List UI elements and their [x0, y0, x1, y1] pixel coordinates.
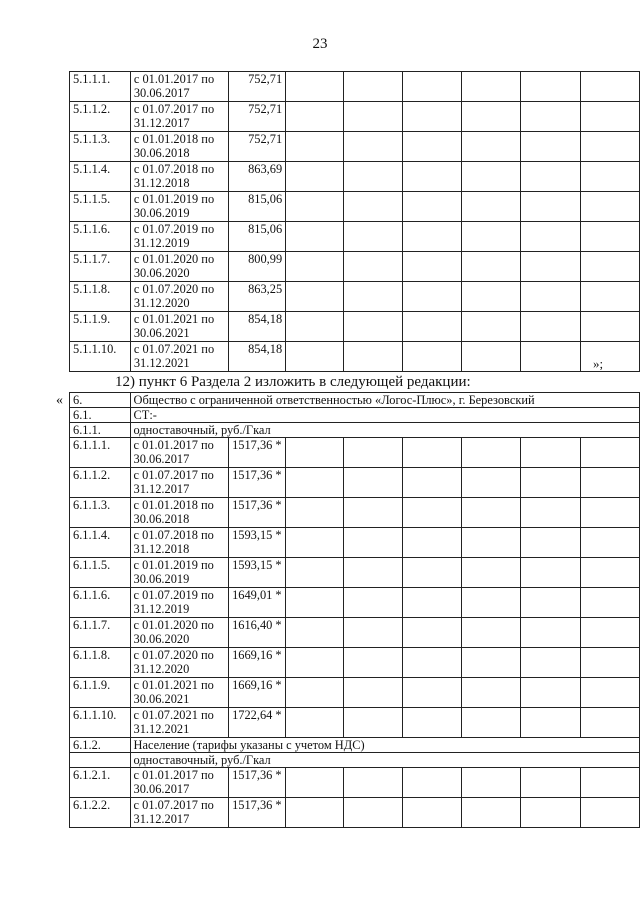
empty-cell [285, 768, 343, 798]
empty-cell [286, 162, 344, 192]
table-row [70, 588, 640, 618]
empty-cell [402, 498, 461, 528]
table-row [70, 192, 640, 222]
amendment-item-12: 12) пункт 6 Раздела 2 изложить в следующей редакции: [115, 374, 471, 390]
tariff-value: 1593,15 * [229, 528, 286, 558]
tariff-value: 1517,36 * [229, 768, 286, 798]
empty-cell [461, 558, 520, 588]
empty-cell [344, 252, 402, 282]
tariff-value: 1616,40 * [229, 618, 286, 648]
empty-cell [402, 528, 461, 558]
table-row [70, 222, 640, 252]
row-number: 6.1.1.2. [70, 468, 131, 498]
period-line: с 01.07.2020 по [133, 648, 214, 662]
empty-cell [402, 588, 461, 618]
period-cell [130, 192, 229, 222]
empty-cell [462, 192, 521, 222]
table-row [70, 312, 640, 342]
period-line: 31.12.2018 [133, 176, 190, 190]
row-number: 5.1.1.4. [70, 162, 131, 192]
empty-cell [285, 438, 343, 468]
tariff-value: 1669,16 * [229, 678, 286, 708]
empty-cell [402, 162, 461, 192]
empty-cell [344, 768, 402, 798]
period-line: 30.06.2017 [133, 782, 190, 796]
period-cell [130, 588, 229, 618]
empty-cell [521, 162, 580, 192]
empty-cell [521, 708, 580, 738]
empty-cell [344, 162, 402, 192]
row-number: 6.1.1.7. [70, 618, 131, 648]
empty-cell [521, 618, 580, 648]
empty-cell [344, 468, 402, 498]
period-line: 31.12.2019 [133, 602, 190, 616]
empty-cell [402, 468, 461, 498]
period-line: с 01.07.2019 по [133, 588, 214, 602]
table-row [70, 738, 640, 753]
row-number: 6.1.1.3. [70, 498, 131, 528]
row-heading: Общество с ограниченной ответственностью «Логос-Плюс», г. Березовский [130, 393, 639, 408]
period-cell [130, 438, 229, 468]
row-number: 5.1.1.2. [70, 102, 131, 132]
period-cell [130, 498, 229, 528]
empty-cell [580, 282, 639, 312]
empty-cell [580, 438, 639, 468]
period-cell [130, 678, 229, 708]
row-number: 6.1.1.1. [70, 438, 131, 468]
empty-cell [580, 618, 639, 648]
tariff-value: 863,25 [229, 282, 286, 312]
period-line: 31.12.2021 [133, 722, 190, 736]
table-row [70, 393, 640, 408]
empty-cell [521, 498, 580, 528]
empty-cell [286, 342, 344, 372]
empty-cell [580, 708, 639, 738]
period-cell [130, 102, 229, 132]
row-number: 6.1.1. [70, 423, 131, 438]
period-line: 30.06.2018 [133, 146, 190, 160]
empty-cell [285, 498, 343, 528]
empty-cell [580, 768, 639, 798]
period-line: с 01.07.2021 по [133, 342, 215, 356]
empty-cell [286, 102, 344, 132]
closing-quote: »; [593, 356, 604, 371]
empty-cell [402, 102, 461, 132]
tariff-value: 854,18 [229, 312, 286, 342]
period-cell [130, 342, 229, 372]
empty-cell [402, 618, 461, 648]
empty-cell [461, 648, 520, 678]
period-line: с 01.07.2017 по [133, 468, 214, 482]
period-line: с 01.07.2021 по [133, 708, 214, 722]
empty-cell [521, 282, 580, 312]
empty-cell [521, 192, 580, 222]
page-number: 23 [312, 36, 328, 52]
empty-cell [462, 282, 521, 312]
period-cell [130, 72, 229, 102]
empty-cell [521, 102, 580, 132]
empty-cell [461, 798, 520, 828]
empty-cell [402, 312, 461, 342]
tariff-value: 854,18 [229, 342, 286, 372]
row-number: 6.1.1.5. [70, 558, 131, 588]
empty-cell [286, 282, 344, 312]
empty-cell [402, 558, 461, 588]
period-cell [130, 648, 229, 678]
empty-cell [462, 252, 521, 282]
table-row [70, 708, 640, 738]
period-line: с 01.01.2018 по [133, 498, 214, 512]
period-line: с 01.07.2017 по [133, 798, 214, 812]
empty-cell [521, 528, 580, 558]
table-row [70, 72, 640, 102]
empty-cell [402, 768, 461, 798]
empty-cell [285, 708, 343, 738]
tariff-value: 1517,36 * [229, 798, 286, 828]
period-line: с 01.01.2020 по [133, 618, 214, 632]
empty-cell [461, 438, 520, 468]
empty-cell [461, 618, 520, 648]
period-line: 31.12.2020 [133, 296, 190, 310]
row-heading: Население (тарифы указаны с учетом НДС) [130, 738, 639, 753]
empty-cell [285, 798, 343, 828]
table-row [70, 408, 640, 423]
row-heading: одноставочный, руб./Гкал [130, 753, 639, 768]
empty-cell [580, 72, 639, 102]
empty-cell [521, 312, 580, 342]
empty-cell [344, 132, 402, 162]
empty-cell [402, 648, 461, 678]
empty-cell [580, 648, 639, 678]
period-line: с 01.07.2017 по [133, 102, 215, 116]
period-cell [130, 798, 229, 828]
empty-cell [402, 72, 461, 102]
tariff-table-section-6 [69, 392, 640, 828]
empty-cell [461, 528, 520, 558]
period-line: 31.12.2019 [133, 236, 190, 250]
empty-cell [462, 132, 521, 162]
period-line: с 01.01.2019 по [133, 192, 215, 206]
row-number: 5.1.1.7. [70, 252, 131, 282]
empty-cell [344, 798, 402, 828]
empty-cell [521, 678, 580, 708]
empty-cell [344, 312, 402, 342]
table-row [70, 753, 640, 768]
period-line: 30.06.2020 [133, 632, 190, 646]
empty-cell [461, 588, 520, 618]
empty-cell [285, 588, 343, 618]
empty-cell [462, 72, 521, 102]
period-cell [130, 768, 229, 798]
empty-cell [580, 132, 639, 162]
row-number: 6.1.1.4. [70, 528, 131, 558]
period-line: с 01.01.2021 по [133, 678, 214, 692]
empty-cell [344, 342, 402, 372]
period-cell [130, 618, 229, 648]
row-number: 5.1.1.6. [70, 222, 131, 252]
table-row [70, 468, 640, 498]
empty-cell [286, 192, 344, 222]
empty-cell [462, 162, 521, 192]
empty-cell [462, 102, 521, 132]
table-row [70, 528, 640, 558]
period-cell [130, 558, 229, 588]
empty-cell [344, 102, 402, 132]
row-number: 5.1.1.8. [70, 282, 131, 312]
period-cell [130, 132, 229, 162]
period-cell [130, 282, 229, 312]
empty-cell [285, 618, 343, 648]
empty-cell [344, 72, 402, 102]
period-line: с 01.07.2020 по [133, 282, 215, 296]
empty-cell [285, 558, 343, 588]
row-number: 6.1.2.1. [70, 768, 131, 798]
empty-cell [521, 252, 580, 282]
tariff-value: 1517,36 * [229, 468, 286, 498]
period-line: с 01.01.2017 по [133, 768, 214, 782]
period-line: 30.06.2020 [133, 266, 190, 280]
empty-cell [344, 588, 402, 618]
empty-cell [286, 222, 344, 252]
period-line: 31.12.2017 [133, 812, 190, 826]
row-number: 6.1.1.9. [70, 678, 131, 708]
empty-cell [521, 72, 580, 102]
empty-cell [580, 102, 639, 132]
empty-cell [580, 192, 639, 222]
period-line: с 01.01.2017 по [133, 72, 215, 86]
empty-cell [344, 438, 402, 468]
empty-cell [521, 468, 580, 498]
tariff-value: 815,06 [229, 222, 286, 252]
empty-cell [521, 558, 580, 588]
period-line: 31.12.2017 [133, 482, 190, 496]
empty-cell [402, 678, 461, 708]
empty-cell [580, 588, 639, 618]
table-row [70, 423, 640, 438]
table-row [70, 648, 640, 678]
row-number: 5.1.1.10. [70, 342, 131, 372]
empty-cell [402, 222, 461, 252]
period-line: 30.06.2021 [133, 326, 190, 340]
empty-cell [521, 222, 580, 252]
empty-cell [580, 798, 639, 828]
table-row [70, 678, 640, 708]
tariff-value: 863,69 [229, 162, 286, 192]
empty-cell [402, 342, 461, 372]
empty-cell [402, 252, 461, 282]
empty-cell [461, 498, 520, 528]
row-heading: СТ:- [130, 408, 639, 423]
period-cell [130, 252, 229, 282]
row-number [70, 753, 131, 768]
row-number: 5.1.1.5. [70, 192, 131, 222]
table-row [70, 498, 640, 528]
empty-cell [580, 252, 639, 282]
period-line: 30.06.2019 [133, 206, 190, 220]
empty-cell [344, 678, 402, 708]
empty-cell [580, 342, 639, 372]
period-line: 30.06.2019 [133, 572, 190, 586]
table-row [70, 768, 640, 798]
tariff-value: 1722,64 * [229, 708, 286, 738]
empty-cell [344, 528, 402, 558]
empty-cell [286, 312, 344, 342]
period-line: с 01.01.2018 по [133, 132, 215, 146]
empty-cell [461, 768, 520, 798]
period-cell [130, 468, 229, 498]
empty-cell [580, 528, 639, 558]
tariff-value: 752,71 [229, 72, 286, 102]
row-number: 6.1.2. [70, 738, 131, 753]
period-line: 30.06.2017 [133, 452, 190, 466]
row-number: 6.1.1.6. [70, 588, 131, 618]
table-row [70, 282, 640, 312]
empty-cell [344, 618, 402, 648]
tariff-value: 815,06 [229, 192, 286, 222]
row-number: 6.1.1.10. [70, 708, 131, 738]
empty-cell [580, 222, 639, 252]
period-line: с 01.07.2018 по [133, 528, 214, 542]
row-number: 5.1.1.3. [70, 132, 131, 162]
opening-quote: « [56, 393, 63, 408]
empty-cell [344, 192, 402, 222]
period-line: 30.06.2018 [133, 512, 190, 526]
tariff-value: 1649,01 * [229, 588, 286, 618]
empty-cell [461, 468, 520, 498]
empty-cell [580, 162, 639, 192]
table-row [70, 102, 640, 132]
empty-cell [285, 648, 343, 678]
tariff-value: 752,71 [229, 132, 286, 162]
empty-cell [521, 342, 580, 372]
period-line: с 01.01.2017 по [133, 438, 214, 452]
empty-cell [580, 558, 639, 588]
empty-cell [462, 312, 521, 342]
period-line: с 01.07.2018 по [133, 162, 215, 176]
table-row [70, 618, 640, 648]
row-heading: одноставочный, руб./Гкал [130, 423, 639, 438]
period-cell [130, 222, 229, 252]
period-line: 30.06.2021 [133, 692, 190, 706]
tariff-value: 752,71 [229, 102, 286, 132]
empty-cell [580, 312, 639, 342]
empty-cell [462, 222, 521, 252]
empty-cell [521, 648, 580, 678]
row-number: 6.1. [70, 408, 131, 423]
table-row [70, 342, 640, 372]
tariff-table-section-5 [69, 71, 640, 372]
empty-cell [344, 648, 402, 678]
empty-cell [285, 678, 343, 708]
empty-cell [402, 282, 461, 312]
empty-cell [461, 678, 520, 708]
period-line: с 01.01.2021 по [133, 312, 215, 326]
period-cell [130, 312, 229, 342]
period-cell [130, 708, 229, 738]
row-number: 5.1.1.9. [70, 312, 131, 342]
tariff-value: 1593,15 * [229, 558, 286, 588]
row-number: 6. [70, 393, 131, 408]
empty-cell [344, 558, 402, 588]
empty-cell [462, 342, 521, 372]
tariff-value: 1669,16 * [229, 648, 286, 678]
table-row [70, 798, 640, 828]
tariff-value: 1517,36 * [229, 498, 286, 528]
period-cell [130, 162, 229, 192]
empty-cell [344, 498, 402, 528]
empty-cell [285, 528, 343, 558]
row-number: 6.1.1.8. [70, 648, 131, 678]
tariff-value: 800,99 [229, 252, 286, 282]
empty-cell [402, 798, 461, 828]
empty-cell [521, 132, 580, 162]
table-row [70, 438, 640, 468]
empty-cell [285, 468, 343, 498]
empty-cell [402, 192, 461, 222]
empty-cell [580, 678, 639, 708]
empty-cell [286, 72, 344, 102]
empty-cell [521, 588, 580, 618]
empty-cell [402, 132, 461, 162]
empty-cell [344, 282, 402, 312]
table-row [70, 132, 640, 162]
empty-cell [286, 132, 344, 162]
period-line: с 01.01.2020 по [133, 252, 215, 266]
empty-cell [286, 252, 344, 282]
empty-cell [344, 708, 402, 738]
empty-cell [402, 708, 461, 738]
period-line: с 01.07.2019 по [133, 222, 215, 236]
table-row [70, 558, 640, 588]
empty-cell [402, 438, 461, 468]
empty-cell [461, 708, 520, 738]
period-cell [130, 528, 229, 558]
empty-cell [344, 222, 402, 252]
empty-cell [521, 768, 580, 798]
period-line: 30.06.2017 [133, 86, 190, 100]
empty-cell [521, 798, 580, 828]
period-line: 31.12.2018 [133, 542, 190, 556]
period-line: 31.12.2020 [133, 662, 190, 676]
period-line: 31.12.2017 [133, 116, 190, 130]
period-line: с 01.01.2019 по [133, 558, 214, 572]
period-line: 31.12.2021 [133, 356, 190, 370]
empty-cell [521, 438, 580, 468]
empty-cell [580, 468, 639, 498]
row-number: 6.1.2.2. [70, 798, 131, 828]
empty-cell [580, 498, 639, 528]
row-number: 5.1.1.1. [70, 72, 131, 102]
table-row [70, 252, 640, 282]
table-row [70, 162, 640, 192]
tariff-value: 1517,36 * [229, 438, 286, 468]
